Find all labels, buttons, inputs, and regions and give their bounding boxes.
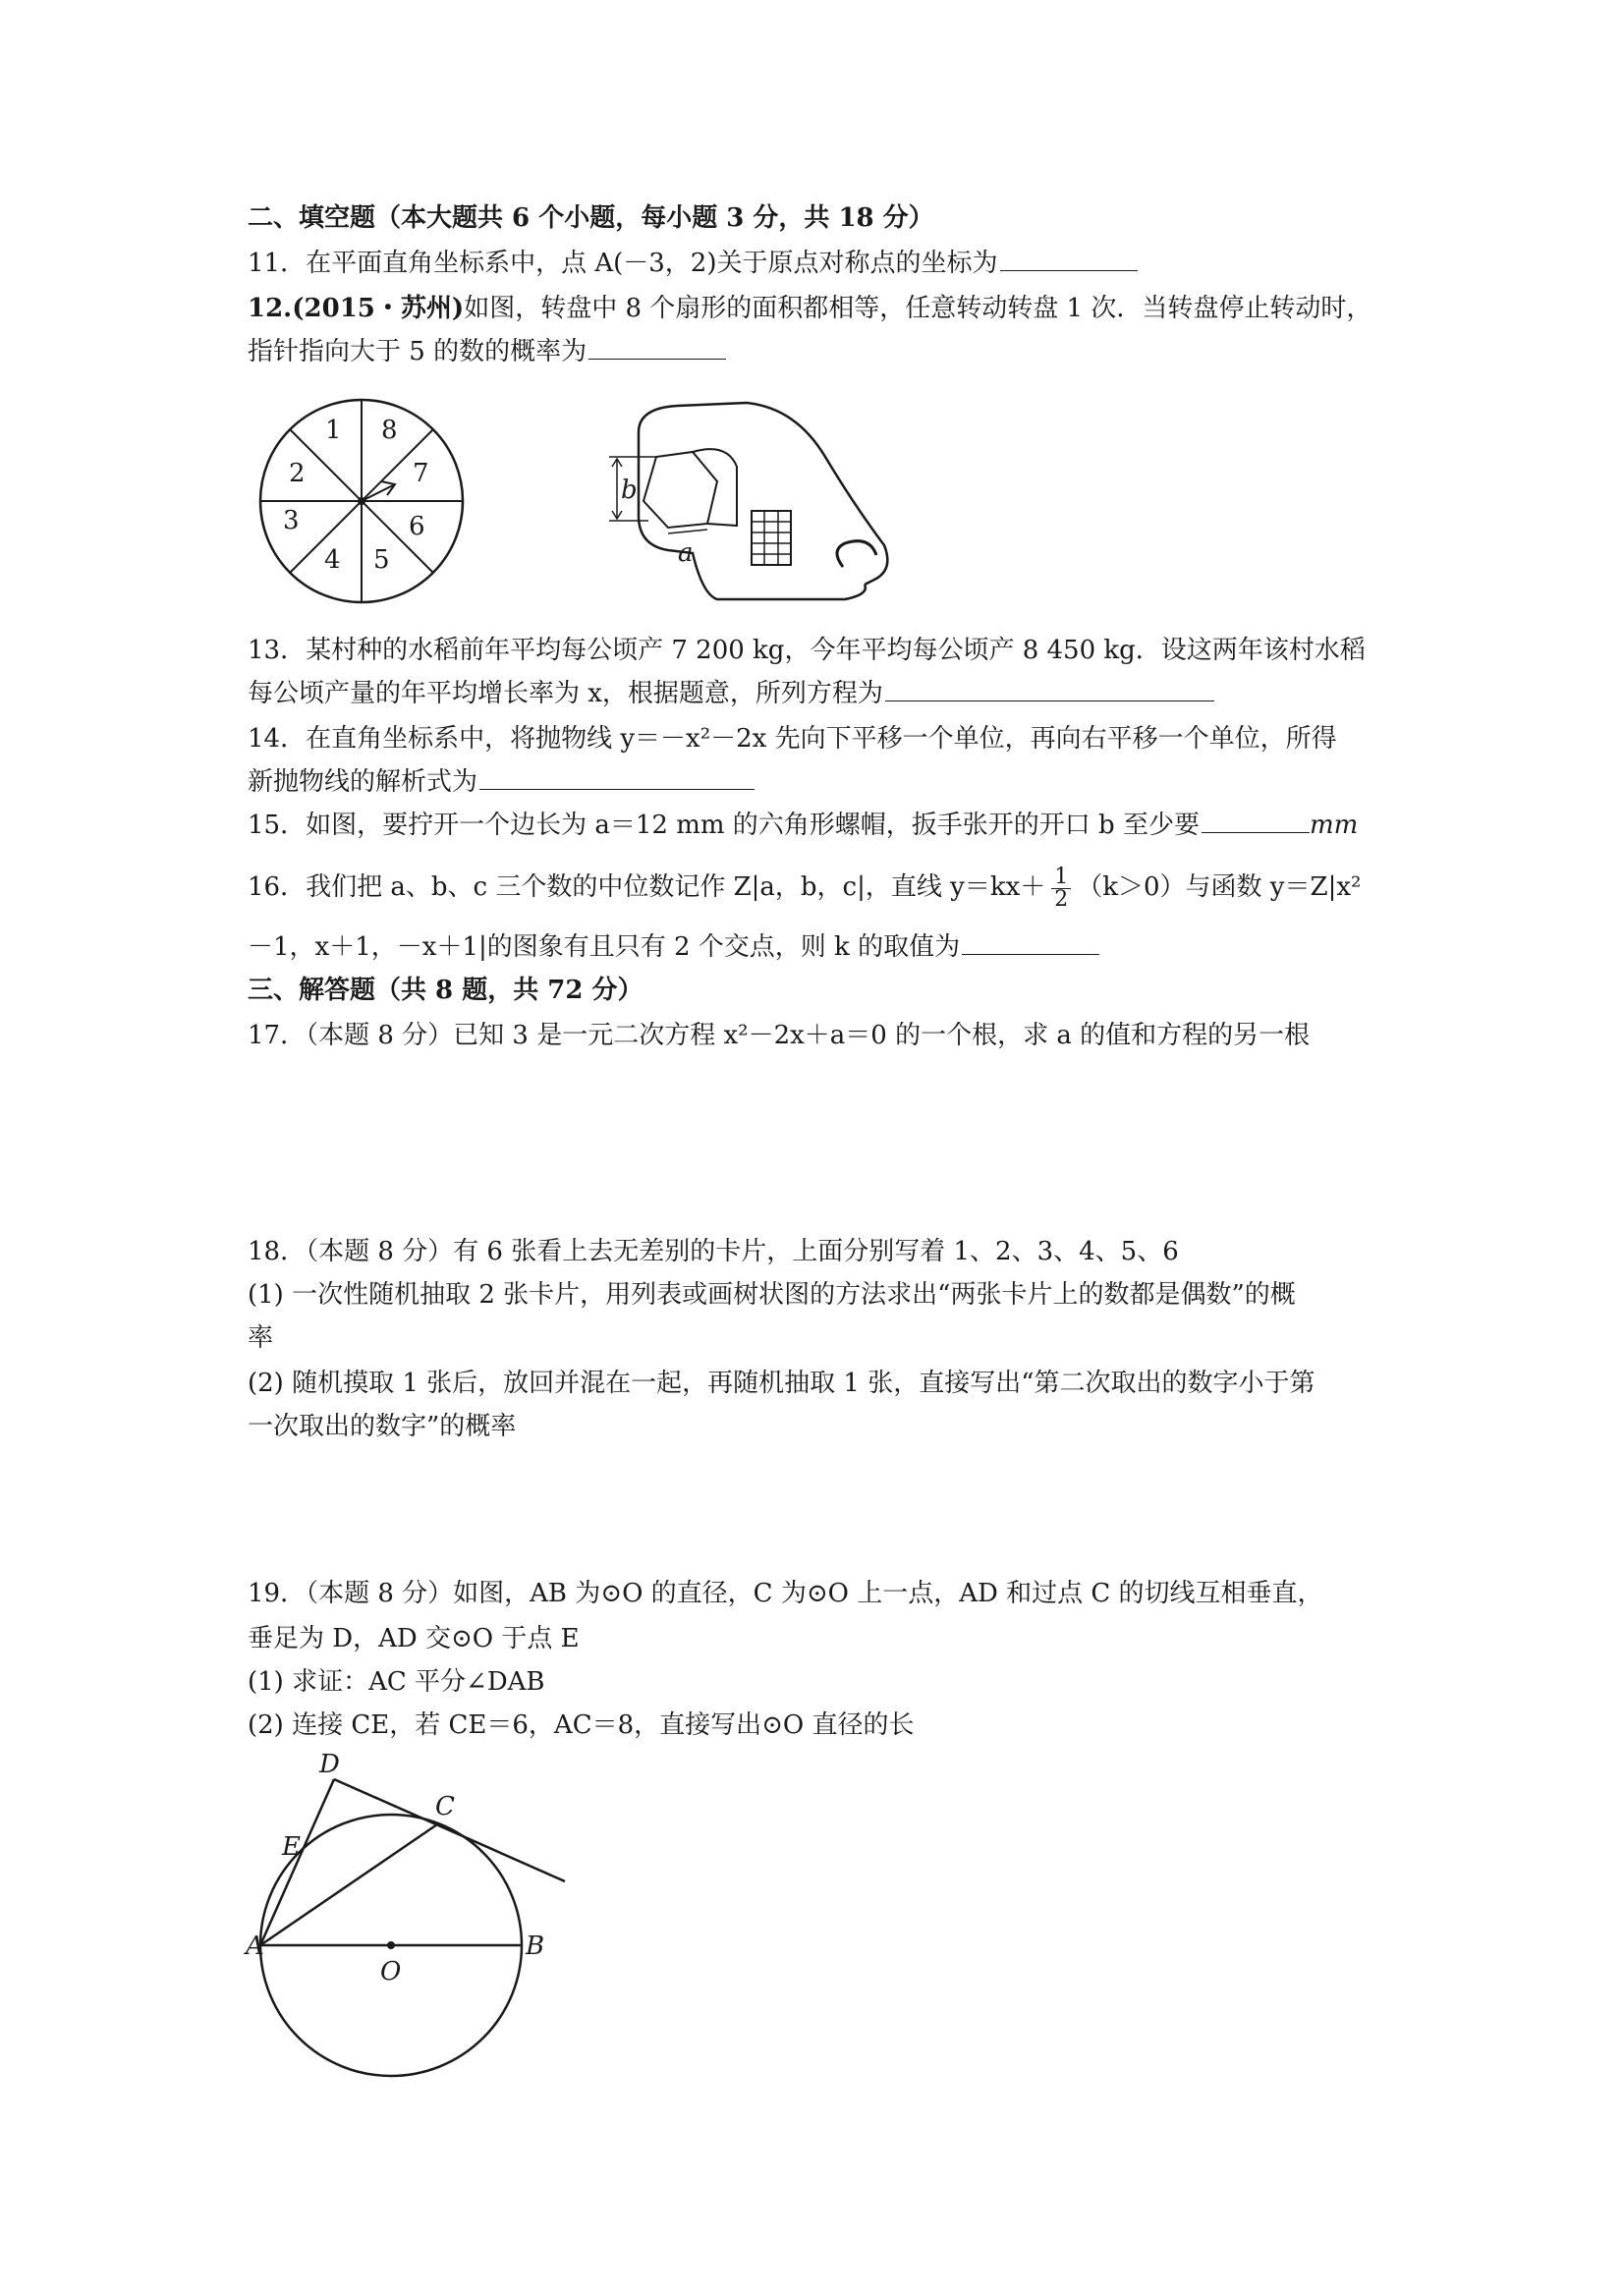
spinner-number: 7 [413,459,429,488]
question-17: 17．（本题 8 分）已知 3 是一元二次方程 x²－2x＋a＝0 的一个根，求 a 的值和方程的另一根 [248,1021,1311,1050]
fraction-denominator: 2 [1054,886,1069,912]
question-18-line-3: 率 [248,1323,274,1353]
answer-blank-12[interactable] [588,335,726,360]
answer-blank-11[interactable] [1000,247,1138,271]
wrench-hole [837,541,876,567]
question-11-text: 11．在平面直角坐标系中，点 A(－3，2)关于原点对称点的坐标为 [248,249,998,278]
question-13-line-1: 13．某村种的水稻前年平均每公顷产 7 200 kg，今年平均每公顷产 8 450 kg．设这两年该村水稻 [248,636,1366,665]
label-d: D [319,1750,340,1779]
question-19-line-4: (2) 连接 CE，若 CE＝6，AC＝8，直接写出⊙O 直径的长 [248,1710,915,1740]
answer-blank-13[interactable] [885,677,1214,701]
label-a: A [246,1932,264,1961]
question-14-line-1: 14．在直角坐标系中，将抛物线 y＝－x²－2x 先向下平移一个单位，再向右平移一个单位，所得 [248,724,1337,754]
spinner-number: 1 [325,416,342,445]
wrench-outline [639,403,887,585]
label-b: B [526,1932,545,1961]
spinner-number: 3 [283,506,300,535]
label-c: C [435,1792,455,1821]
adjusting-screw[interactable] [752,511,791,565]
question-16-text-1a: 16．我们把 a、b、c 三个数的中位数记作 Z|a，b，c|，直线 y＝kx＋ [248,872,1046,902]
question-12-line-1 [248,291,1371,326]
question-12-line-2 [248,334,726,369]
question-13-text-2: 每公顷产量的年平均增长率为 x，根据题意，所列方程为 [248,679,883,708]
answer-blank-16[interactable] [962,930,1099,955]
hex-nut [644,452,717,528]
question-14-text-2: 新抛物线的解析式为 [248,767,478,797]
question-19-line-3: (1) 求证：AC 平分∠DAB [248,1667,545,1697]
answer-blank-15[interactable] [1202,809,1310,833]
question-15-unit: mm [1309,811,1359,840]
label-o: O [380,1957,402,1987]
spinner-number: 6 [409,512,425,541]
spinner-number: 5 [373,545,390,575]
spinner-number: 8 [381,416,398,445]
spinner-number: 2 [289,459,306,488]
fraction-numerator: 1 [1051,867,1071,889]
question-18-line-1: 18．（本题 8 分）有 6 张看上去无差别的卡片，上面分别写着 1、2、3、4、5、6 [248,1237,1179,1266]
question-15 [248,808,1358,843]
spinner-figure [246,403,481,609]
question-16-line-1 [248,863,1361,912]
question-14-line-2 [248,764,755,800]
label-a: a [678,538,694,568]
question-12-text-1: 如图，转盘中 8 个扇形的面积都相等，任意转动转盘 1 次．当转盘停止转动时， [464,294,1372,323]
question-16-line-2 [248,929,1099,965]
question-16-text-2: －1，x＋1，－x＋1|的图象有且只有 2 个交点，则 k 的取值为 [248,932,961,962]
spinner-number: 4 [324,545,341,575]
question-15-text: 15．如图，要拧开一个边长为 a＝12 mm 的六角形螺帽，扳手张开的开口 b 至少要 [248,811,1200,840]
section-3-heading: 三、解答题（共 8 题，共 72 分） [248,976,644,1005]
question-12-text-2: 指针指向大于 5 的数的概率为 [248,337,588,366]
question-19-line-1: 19．（本题 8 分）如图，AB 为⊙O 的直径，C 为⊙O 上一点，AD 和过点 C 的切线互相垂直， [248,1579,1323,1608]
label-e: E [282,1832,301,1862]
question-18-line-5: 一次取出的数字”的概率 [248,1412,517,1441]
section-2-heading: 二、填空题（本大题共 6 个小题，每小题 3 分，共 18 分） [248,203,934,233]
question-12-source: 12.(2015・苏州) [248,294,465,323]
dimension-line [668,530,707,533]
answer-blank-14[interactable] [479,765,755,790]
question-13-line-2 [248,676,1214,711]
circle-geometry-figure [241,1749,580,2073]
question-18-line-4: (2) 随机摸取 1 张后，放回并混在一起，再随机抽取 1 张，直接写出“第二次取出的数字小于第 [248,1369,1315,1398]
question-11 [248,246,1138,281]
fraction-one-half [1051,864,1071,912]
question-16-text-1b: （k＞0）与函数 y＝Z|x² [1077,872,1362,902]
label-b: b [621,476,638,505]
question-18-line-2: (1) 一次性随机抽取 2 张卡片，用列表或画树状图的方法求出“两张卡片上的数都是偶数”的概 [248,1280,1296,1310]
question-19-line-2: 垂足为 D，AD 交⊙O 于点 E [248,1624,580,1653]
center-point [387,1941,395,1949]
wrench-figure [599,398,914,614]
